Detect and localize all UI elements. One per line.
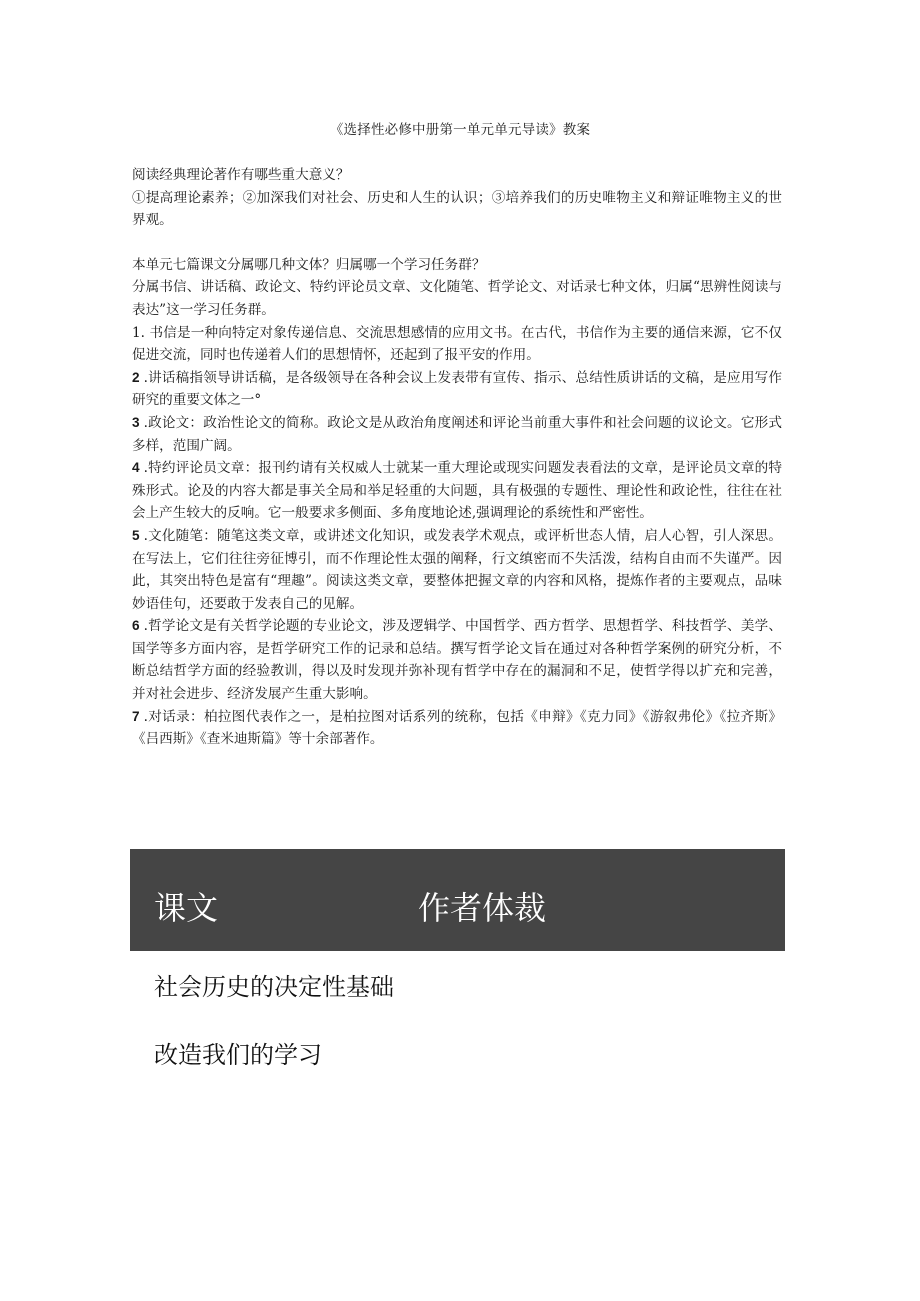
item-number: 7 bbox=[132, 708, 140, 724]
item-text: .对话录：柏拉图代表作之一，是柏拉图对话系列的统称，包括《申辩》《克力同》《游叙弗伦》《拉齐斯》《吕西斯》《查米迪斯篇》等十余部著作。 bbox=[132, 708, 782, 748]
lesson-table bbox=[130, 849, 785, 1087]
item-number: 4 bbox=[132, 460, 140, 476]
item-number: 3 bbox=[132, 414, 140, 430]
genre-item bbox=[132, 615, 782, 705]
item-text: .讲话稿指领导讲话稿，是各级领导在各种会议上发表带有宣传、指示、总结性质讲话的文稿，是应用写作研究的重要文体之一° bbox=[132, 369, 782, 409]
answer-significance: ①提高理论素养；②加深我们对社会、历史和人生的认识；③培养我们的历史唯物主义和辩证唯物主义的世界观。 bbox=[132, 189, 782, 229]
item-text: .特约评论员文章：报刊约请有关权威人士就某一重大理论或现实问题发表看法的文章，是评论员文章的特殊形式。论及的内容大都是事关全局和举足轻重的大问题，具有极强的专题性、理论性和政论性，往往在社会上产生较大的反响。它一般要求多侧面、多角度地论述,强调理论的系统性和严密性。 bbox=[132, 460, 782, 522]
question-significance: 阅读经典理论著作有哪些重大意义？ bbox=[132, 167, 350, 183]
table-header bbox=[130, 849, 785, 951]
genre-item bbox=[132, 367, 782, 412]
table-row bbox=[130, 951, 785, 1019]
item-text: 书信是一种向特定对象传递信息、交流思想感情的应用文书。在古代，书信作为主要的通信来源，它不仅促进交流，同时也传递着人们的思想情怀，还起到了报平安的作用。 bbox=[132, 324, 782, 364]
item-number: 5 bbox=[132, 527, 140, 543]
genre-item bbox=[132, 457, 782, 525]
row-lesson-title: 改造我们的学习 bbox=[154, 1041, 322, 1069]
answer-genres: 分属书信、讲话稿、政论文、特约评论员文章、文化随笔、哲学论文、对话录七种文体，归属“思辨性阅读与表达”这一学习任务群。 bbox=[132, 279, 782, 318]
genre-item bbox=[132, 706, 782, 751]
row-lesson-title: 社会历史的决定性基础 bbox=[154, 973, 394, 1001]
item-text: .政论文：政治性论文的简称。政论文是从政治角度阐述和评论当前重大事件和社会问题的议论文。它形式多样，范围广阔。 bbox=[132, 414, 782, 454]
table-row bbox=[130, 1019, 785, 1087]
genre-item bbox=[132, 322, 782, 367]
page-title: 《选择性必修中册第一单元单元导读》教案 bbox=[329, 122, 591, 138]
header-lesson: 课文 bbox=[154, 889, 219, 927]
genre-item bbox=[132, 525, 782, 615]
header-author-genre: 作者体裁 bbox=[418, 889, 547, 927]
item-number: 2 bbox=[132, 369, 140, 385]
item-text: .哲学论文是有关哲学论题的专业论文，涉及逻辑学、中国哲学、西方哲学、思想哲学、科技哲学、美学、国学等多方面内容，是哲学研究工作的记录和总结。撰写哲学论文旨在通过对各种哲学案例的研究分析，不断总结哲学方面的经验教训，得以及时发现并弥补现有哲学中存在的漏洞和不足，使哲学得以扩充和完善，并对社会进步、经济发展产生重大影响。 bbox=[132, 618, 782, 703]
document-body bbox=[132, 164, 782, 751]
genre-item bbox=[132, 412, 782, 457]
item-number: 1. bbox=[132, 324, 145, 341]
item-number: 6 bbox=[132, 618, 140, 634]
item-text: .文化随笔：随笔这类文章，或讲述文化知识，或发表学术观点，或评析世态人情，启人心智，引人深思。在写法上，它们往往旁征博引，而不作理论性太强的阐释，行文缜密而不失活泼，结构自由而不失谨严。因此，其突出特色是富有“理趣”。阅读这类文章，要整体把握文章的内容和风格，提炼作者的主要观点，品味妙语佳句，还要敢于发表自己的见解。 bbox=[132, 527, 782, 612]
question-genres: 本单元七篇课文分属哪几种文体？归属哪一个学习任务群？ bbox=[132, 256, 486, 273]
